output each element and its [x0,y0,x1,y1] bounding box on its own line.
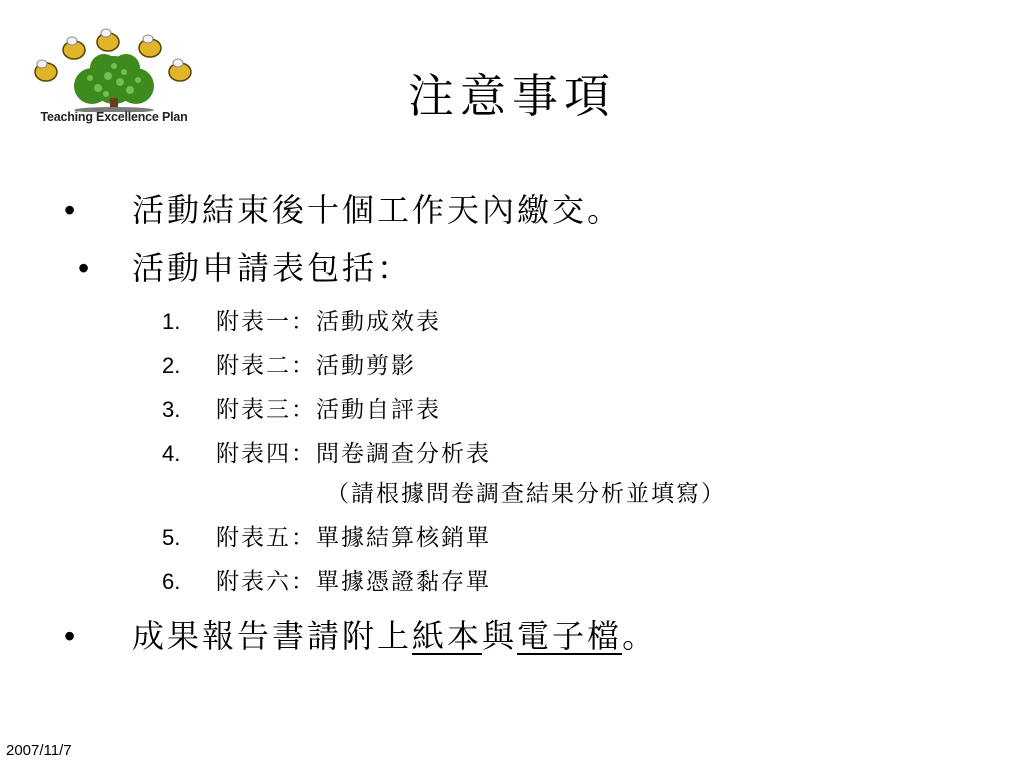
underlined-paper-copy: 紙本 [412,617,483,655]
list-number: 6. [162,569,181,594]
logo-caption: Teaching Excellence Plan [40,110,188,124]
list-text: 附表一：活動成效表 [216,309,441,335]
list-number: 4. [162,441,181,466]
bullet-text [132,614,657,658]
bullet-icon: • [78,250,90,286]
bullet-text: 活動申請表包括： [132,249,413,287]
list-item-note: （請根據問卷調查結果分析並填寫） [326,481,726,507]
list-item [0,522,1024,554]
list-item [0,306,1024,338]
list-number: 3. [162,397,181,422]
bullet-text-middle: 與 [482,617,518,655]
list-item [0,350,1024,382]
list-text: 附表四：問卷調查分析表 [216,441,491,467]
list-number: 1. [162,309,181,334]
footer-date: 2007/11/7 [6,742,72,759]
list-item [0,394,1024,426]
list-text: 附表三：活動自評表 [216,397,441,423]
list-number: 2. [162,353,181,378]
list-item [0,566,1024,598]
bullet-icon: • [64,192,76,228]
slide-title: 注意事項 [408,69,616,123]
underlined-electronic-file: 電子檔 [517,617,623,655]
list-text: 附表二：活動剪影 [216,353,416,379]
bullet-icon: • [64,618,76,654]
list-item [0,438,1024,470]
bullet-text: 活動結束後十個工作天內繳交。 [132,191,623,229]
list-number: 5. [162,525,181,550]
list-text: 附表五：單據結算核銷單 [216,525,491,551]
bullet-text-prefix: 成果報告書請附上 [132,617,413,655]
bullet-text-suffix: 。 [622,617,658,655]
list-text: 附表六：單據憑證黏存單 [216,569,491,595]
